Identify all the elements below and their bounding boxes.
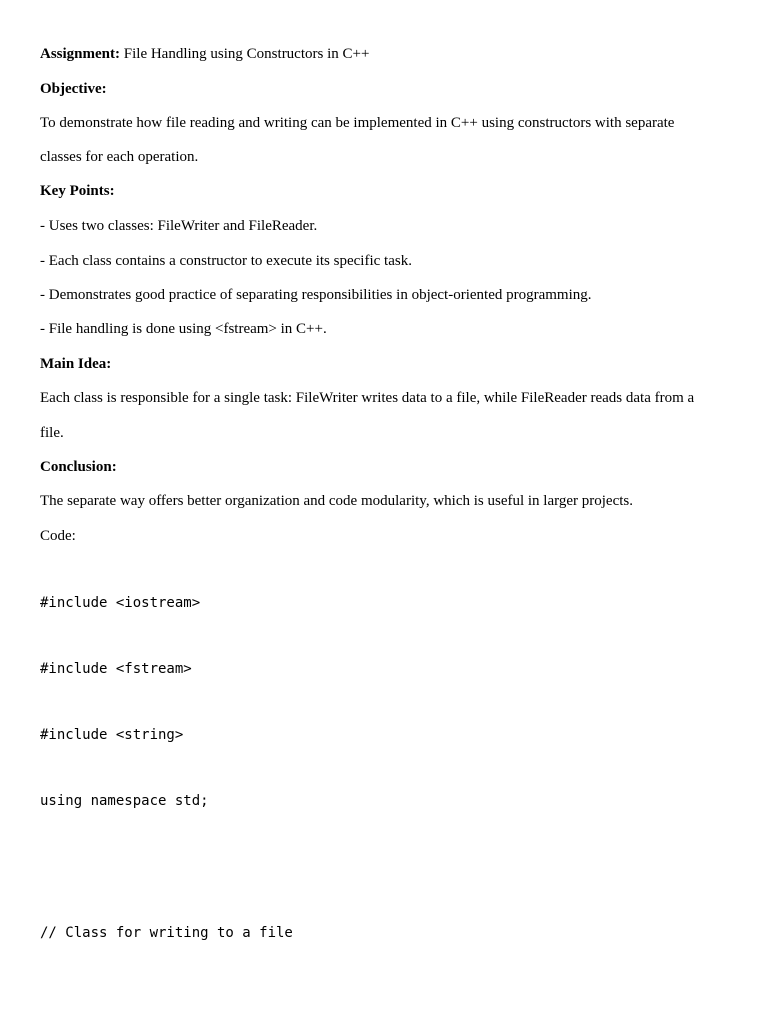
code-line: #include <string> <box>40 727 184 743</box>
assignment-label: Assignment: <box>40 46 121 62</box>
code-label: Code: <box>40 528 76 544</box>
objective-heading <box>40 80 107 98</box>
assignment-line <box>40 45 369 63</box>
code-line: #include <fstream> <box>40 661 192 677</box>
main-idea-line-2: file. <box>40 425 64 441</box>
main-idea-heading <box>40 355 111 373</box>
objective-line-2: classes for each operation. <box>40 149 199 165</box>
key-point-item: - Demonstrates good practice of separating responsibilities in object-oriented programming. <box>40 287 592 303</box>
code-line: #include <iostream> <box>40 595 201 611</box>
conclusion-heading-text: Conclusion: <box>40 459 117 475</box>
main-idea-line-1: Each class is responsible for a single task: FileWriter writes data to a file, while FileReader reads data from a <box>40 390 695 406</box>
objective-heading-text: Objective: <box>40 81 107 97</box>
conclusion-heading <box>40 458 117 476</box>
key-points-heading <box>40 182 115 200</box>
main-idea-heading-text: Main Idea: <box>40 356 112 372</box>
key-point-item: - File handling is done using <fstream> in C++. <box>40 321 327 337</box>
code-comment-line: // Class for writing to a file <box>40 925 293 941</box>
key-point-item: - Each class contains a constructor to execute its specific task. <box>40 253 412 269</box>
objective-line-1: To demonstrate how file reading and writing can be implemented in C++ using constructors with separate <box>40 115 675 131</box>
key-points-heading-text: Key Points: <box>40 183 115 199</box>
assignment-text: File Handling using Constructors in C++ <box>120 46 370 62</box>
conclusion-text: The separate way offers better organization and code modularity, which is useful in larger projects. <box>40 493 633 509</box>
key-point-item: - Uses two classes: FileWriter and FileReader. <box>40 218 318 234</box>
code-line: using namespace std; <box>40 793 209 809</box>
